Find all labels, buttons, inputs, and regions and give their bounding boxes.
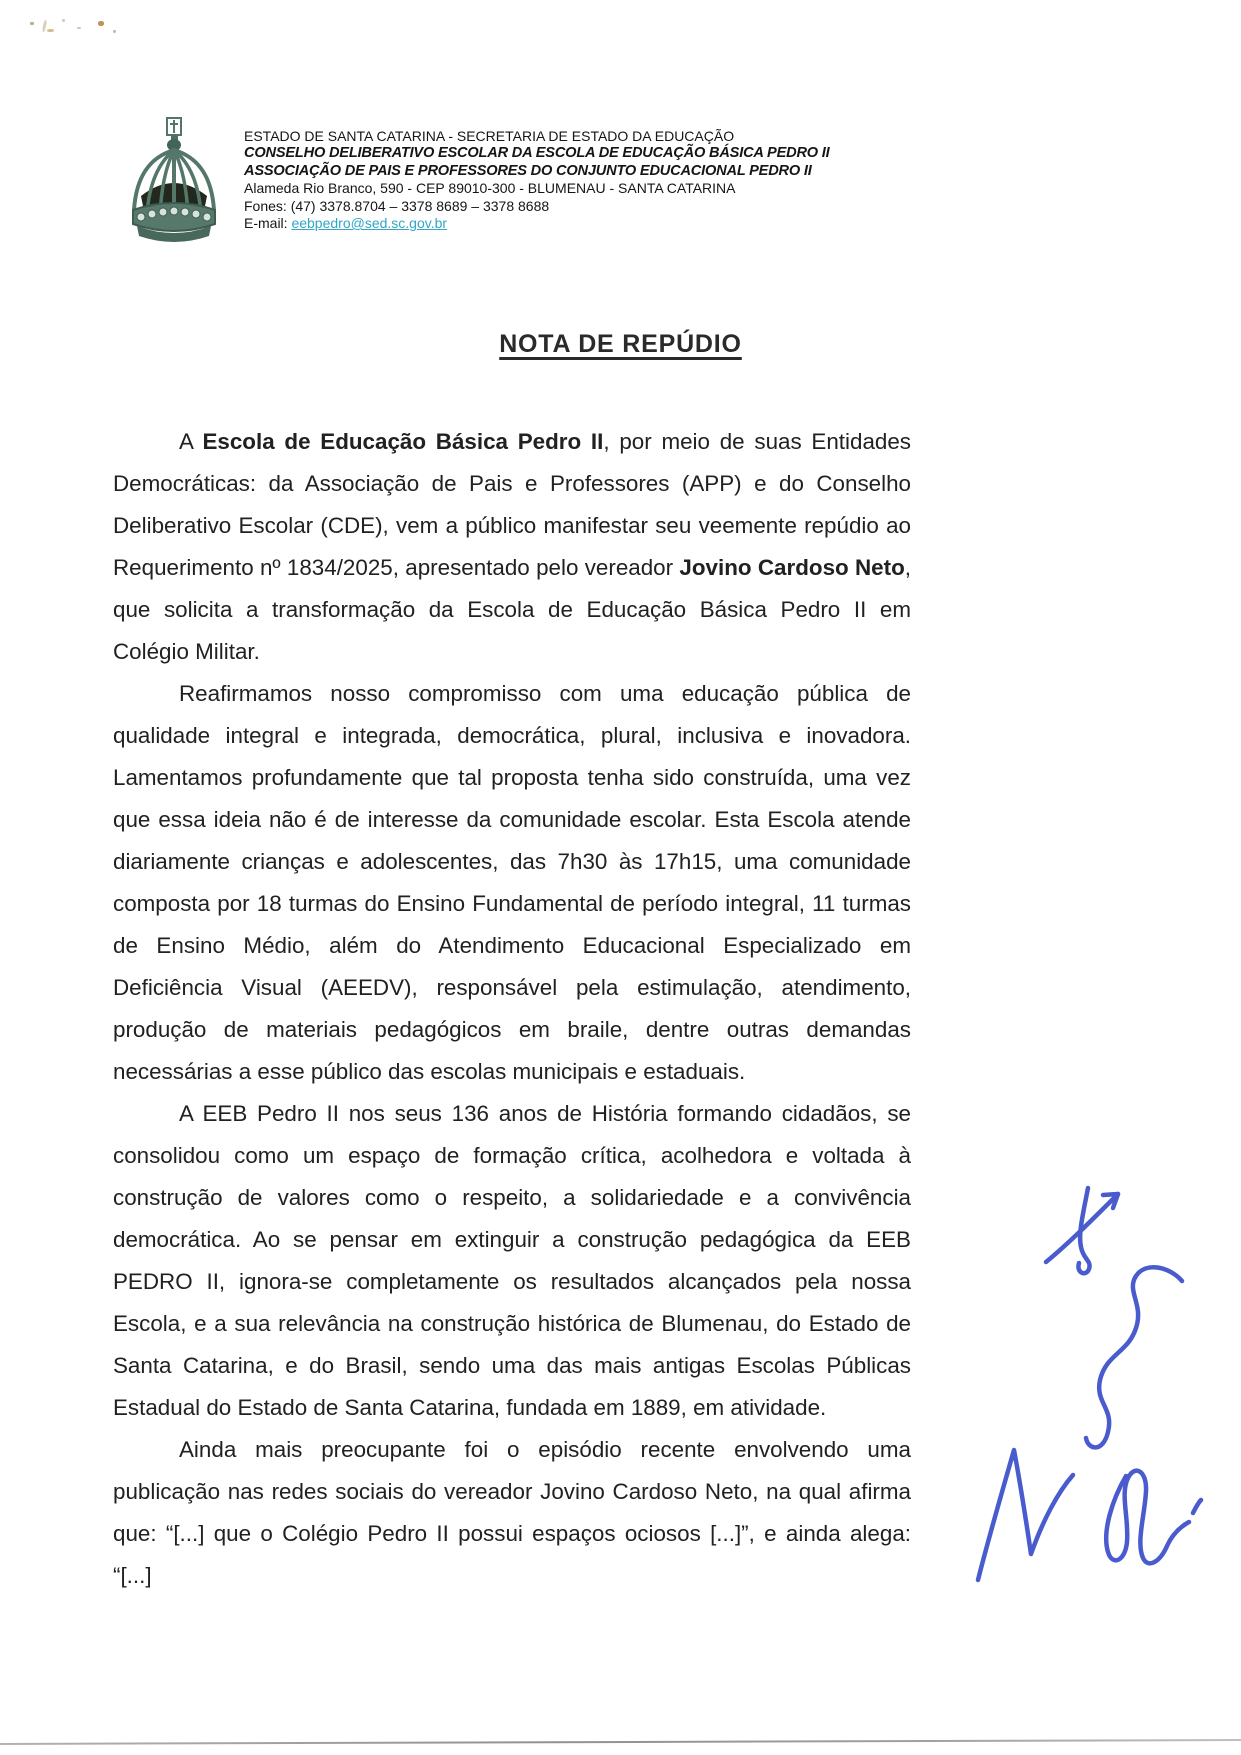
text-segment: A EEB Pedro II nos seus 136 anos de História formando cidadãos, se consolidou como um espaço de formação crítica, acolhedora e voltada à construção de valores como o respeito, a solidariedade e a convivência democrática. Ao se pensar em extinguir a construção pedagógica da EEB PEDRO II, ignora-se completamente os resultados alcançados pela nossa Escola, e a sua relevância na construção histórica de Blumenau, do Estado de Santa Catarina, e do Brasil, sendo uma das mais antigas Escolas Públicas Estadual do Estado de Santa Catarina, fundada em 1889, em atividade. — [113, 1101, 911, 1420]
document-body — [113, 421, 911, 1597]
text-segment: Ainda mais preocupante foi o episódio recente envolvendo uma publicação nas redes sociais do vereador Jovino Cardoso Neto, na qual afirma que: “[...] que o Colégio Pedro II possui espaços ociosos [...]”, e ainda alega: “[...] — [113, 1437, 911, 1588]
scan-speck — [47, 29, 54, 32]
imperial-crown-logo-icon — [128, 116, 220, 244]
paragraph — [113, 421, 911, 673]
email-label: E-mail: — [244, 215, 292, 232]
paragraph — [113, 1093, 911, 1429]
text-segment: Reafirmamos nosso compromisso com uma educação pública de qualidade integral e integrada, democrática, plural, inclusiva e inovadora. Lamentamos profundamente que tal proposta tenha sido construída, uma vez que essa ideia não é de interesse da comunidade escolar. Esta Escola atende diariamente crianças e adolescentes, das 7h30 às 17h15, uma comunidade composta por 18 turmas do Ensino Fundamental de período integral, 11 turmas de Ensino Médio, além do Atendimento Educacional Especializado em Deficiência Visual (AEEDV), responsável pela estimulação, atendimento, produção de materiais pedagógicos em braile, dentre outras demandas necessárias a esse público das escolas municipais e estaduais. — [113, 681, 911, 1084]
email-link[interactable]: eebpedro@sed.sc.gov.br — [291, 215, 448, 232]
page-title: NOTA DE REPÚDIO — [499, 330, 742, 358]
letterhead-email-row — [244, 215, 830, 232]
scan-speck — [77, 27, 81, 29]
letterhead-association-line: ASSOCIAÇÃO DE PAIS E PROFESSORES DO CONJUNTO EDUCACIONAL PEDRO II — [244, 162, 812, 179]
text-segment: , por meio de suas Entidades Democráticas: da Associação de Pais e Professores (APP) e do Conselho Deliberativo Escolar (CDE), vem a público manifestar seu veemente repúdio ao Requerimento nº 1834/2025, apresentado pelo vereador — [113, 429, 911, 580]
text-segment: A — [179, 429, 203, 454]
letterhead-address: Alameda Rio Branco, 590 - CEP 89010-300 - BLUMENAU - SANTA CATARINA — [244, 180, 736, 197]
letterhead — [128, 116, 830, 244]
letterhead-phones: Fones: (47) 3378.8704 – 3378 8689 – 3378 8688 — [244, 197, 550, 214]
scan-line — [0, 1739, 1241, 1745]
text-segment: , que solicita a transformação da Escola de Educação Básica Pedro II em Colégio Militar. — [113, 555, 911, 664]
scan-speck — [113, 30, 116, 33]
scan-speck — [62, 19, 65, 22]
bold-text-segment: Jovino Cardoso Neto — [679, 555, 905, 580]
paragraph — [113, 1429, 911, 1597]
paragraph — [113, 673, 911, 1093]
letterhead-org-line: ESTADO DE SANTA CATARINA - SECRETARIA DE ESTADO DA EDUCAÇÃO — [244, 128, 735, 144]
letterhead-council-line: CONSELHO DELIBERATIVO ESCOLAR DA ESCOLA DE EDUCAÇÃO BÁSICA PEDRO II — [244, 145, 830, 162]
signature-strokes — [930, 1048, 1241, 1608]
scan-speck — [30, 22, 34, 25]
handwritten-signature — [930, 1048, 1241, 1608]
scan-speck — [98, 21, 104, 26]
bold-text-segment: Escola de Educação Básica Pedro II — [202, 429, 604, 454]
imperial-crown-svg — [128, 116, 220, 244]
